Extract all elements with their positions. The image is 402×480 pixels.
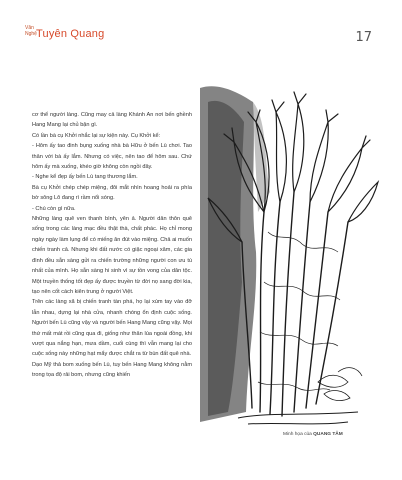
paragraph: cơ thể người làng. Cũng may cả làng Khánh An nơi bến ghềnh Hang Mang lại chủ bận gì.: [32, 112, 192, 129]
caption-artist: QUANG TÂM: [313, 432, 343, 437]
paragraph: Có lần bà cụ Khởi nhắc lại sự kiện này. Cụ Khởi kể:: [32, 132, 161, 139]
article-body: [32, 110, 192, 381]
ink-illustration: [198, 82, 380, 442]
paragraph: - Hôm ấy tao đinh bụng xuống nhà bà Hữu ở bến Lù chơi. Tao thân với bà ấy lắm. Nhưng có việc, nên tao để hôm sau. Chứ hôm ấy mà xuống, khéo giờ không còn ngồi đây.: [32, 143, 192, 171]
paragraph: Dạo Mỹ thả bom xuống bến Lù, tuy bến Hang Mang không nằm trong tọa độ rải bom, nhưng cũng khiến: [32, 361, 192, 379]
page-number: 17: [355, 30, 372, 45]
masthead-small-text: Văn Nghệ: [25, 25, 37, 37]
paragraph: Bà cụ Khởi chép chép miệng, đôi mắt nhìn hoang hoải ra phía bờ sông Lô đang rì rầm nổi sóng.: [32, 184, 192, 202]
illustration-caption: [283, 432, 343, 437]
masthead-title: Tuyên Quang: [36, 28, 105, 40]
magazine-masthead: [25, 26, 145, 48]
paragraph: Trên các làng xã bị chiến tranh tàn phá, họ lại xúm tay vào đỡ lẫn nhau, dựng lại nhà cửa, nhanh chóng ổn định cuộc sống. Người bến Lù cũng vậy và người bến Hang Mang cũng vậy. Mọi thứ mất mát rồi cũng qua đi, giống như thân lúa ngoài đồng, khi vượt qua nắng hạn, mưa dầm, cuối cùng thì vẫn mang lại cho cuộc sống này những hạt mẩy được chắt ra từ bùn đất quê nhà.: [32, 299, 192, 358]
paragraph: Những làng quê ven thanh bình, yên ả. Người dân thôn quê sống trong các làng mạc đều thật thà, chất phác. Họ chỉ mong ngày ngày làm lụng để có miếng ăn đút vào miệng. Chả ai muốn chiến tranh cả. Nhưng khi đất nước có giặc ngoại xâm, các gia đình đều sẵn sàng gửi ra chiến trường những người con ưu tú nhất của mình. Họ sẵn sàng hi sinh vì sự tồn vong của dân tộc. Một truyền thống tốt đẹp ấy được truyền từ đời nọ sang đời kia, tạo nên cốt cách kiên trung ở người Việt.: [32, 216, 192, 295]
caption-prefix: Minh họa của: [283, 432, 312, 437]
paragraph: - Chú còn gì nữa.: [32, 205, 76, 212]
paragraph: - Nghe kể đẹp ấy bến Lù tang thương lắm.: [32, 174, 138, 181]
